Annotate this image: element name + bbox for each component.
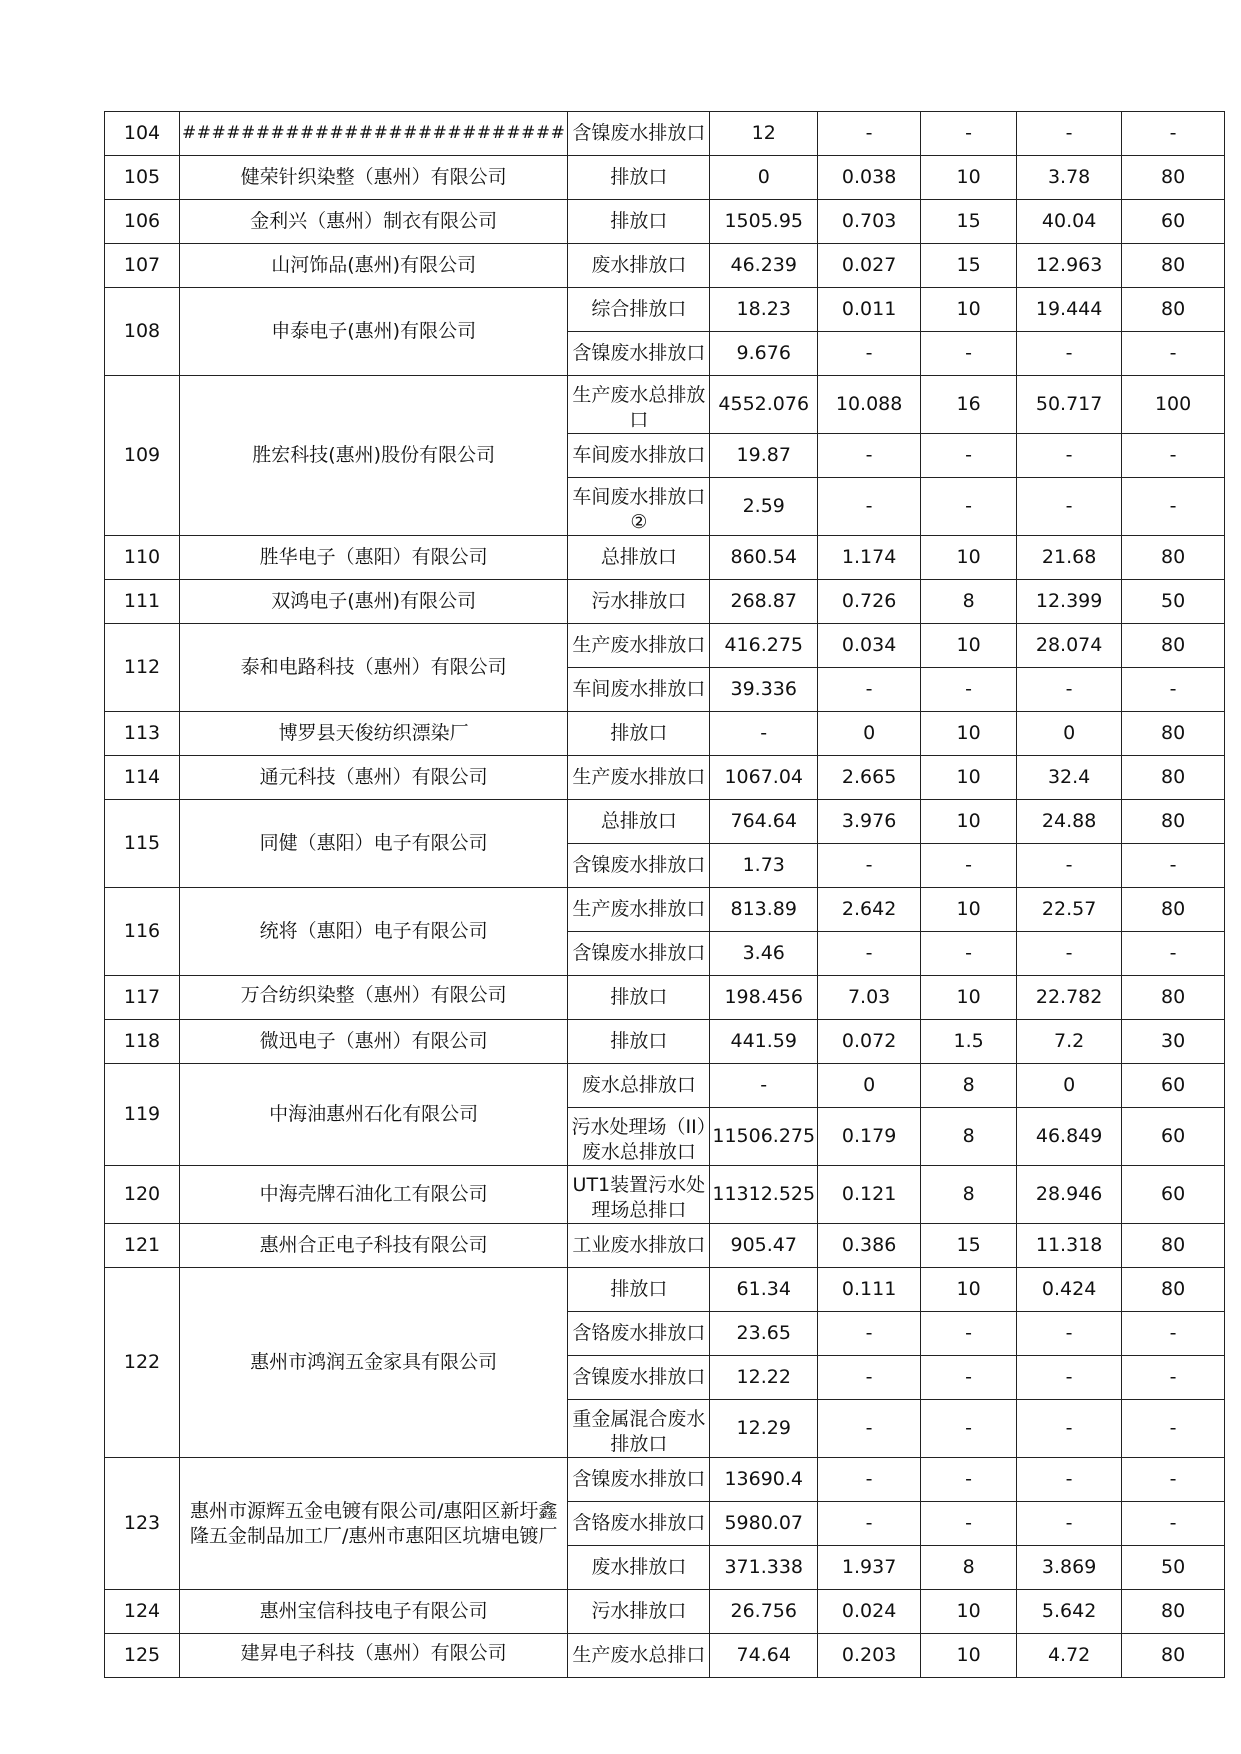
- outlet-name: 含镍废水排放口: [568, 1356, 710, 1400]
- value-cell: 12: [710, 112, 818, 156]
- value-cell: 0: [1017, 712, 1122, 756]
- table-row: [105, 376, 1225, 434]
- value-cell: 80: [1122, 288, 1225, 332]
- row-number: 106: [105, 200, 180, 244]
- value-cell: 60: [1122, 1064, 1225, 1108]
- value-cell: 7.2: [1017, 1020, 1122, 1064]
- value-cell: 12.399: [1017, 580, 1122, 624]
- row-number: 108: [105, 288, 180, 376]
- outlet-name: 排放口: [568, 156, 710, 200]
- value-cell: 26.756: [710, 1590, 818, 1634]
- value-cell: -: [1017, 332, 1122, 376]
- row-number: 119: [105, 1064, 180, 1166]
- value-cell: 4552.076: [710, 376, 818, 434]
- value-cell: 0.121: [818, 1166, 921, 1224]
- value-cell: 4.72: [1017, 1634, 1122, 1678]
- value-cell: -: [1122, 332, 1225, 376]
- value-cell: -: [1017, 844, 1122, 888]
- value-cell: -: [1017, 1356, 1122, 1400]
- value-cell: 12.963: [1017, 244, 1122, 288]
- outlet-name: 废水排放口: [568, 1546, 710, 1590]
- company-name: 泰和电路科技（惠州）有限公司: [180, 624, 568, 712]
- value-cell: 11.318: [1017, 1224, 1122, 1268]
- value-cell: 15: [921, 244, 1017, 288]
- value-cell: -: [1122, 1312, 1225, 1356]
- value-cell: -: [818, 1502, 921, 1546]
- row-number: 107: [105, 244, 180, 288]
- row-number: 123: [105, 1458, 180, 1590]
- value-cell: -: [1017, 1400, 1122, 1458]
- row-number: 105: [105, 156, 180, 200]
- value-cell: 10: [921, 288, 1017, 332]
- company-name: 微迅电子（惠州）有限公司: [180, 1020, 568, 1064]
- value-cell: 60: [1122, 200, 1225, 244]
- company-name: 统将（惠阳）电子有限公司: [180, 888, 568, 976]
- value-cell: -: [818, 1356, 921, 1400]
- company-name: 双鸿电子(惠州)有限公司: [180, 580, 568, 624]
- company-name: 建昇电子科技（惠州）有限公司: [180, 1634, 568, 1678]
- outlet-name: 含镍废水排放口: [568, 844, 710, 888]
- value-cell: -: [921, 844, 1017, 888]
- outlet-name: 废水总排放口: [568, 1064, 710, 1108]
- table-row: [105, 244, 1225, 288]
- value-cell: -: [710, 712, 818, 756]
- value-cell: 0.011: [818, 288, 921, 332]
- row-number: 116: [105, 888, 180, 976]
- company-name: 胜宏科技(惠州)股份有限公司: [180, 376, 568, 536]
- value-cell: 28.074: [1017, 624, 1122, 668]
- outlet-name: 含铬废水排放口: [568, 1312, 710, 1356]
- company-name: 通元科技（惠州）有限公司: [180, 756, 568, 800]
- value-cell: 441.59: [710, 1020, 818, 1064]
- value-cell: -: [921, 332, 1017, 376]
- value-cell: -: [921, 478, 1017, 536]
- outlet-name: 含镍废水排放口: [568, 932, 710, 976]
- table-row: [105, 1224, 1225, 1268]
- value-cell: 80: [1122, 156, 1225, 200]
- company-name: 惠州合正电子科技有限公司: [180, 1224, 568, 1268]
- value-cell: 8: [921, 1166, 1017, 1224]
- value-cell: -: [921, 1356, 1017, 1400]
- value-cell: 30: [1122, 1020, 1225, 1064]
- outlet-name: 污水排放口: [568, 580, 710, 624]
- outlet-name: 生产废水总排放口: [568, 376, 710, 434]
- outlet-name: 含镍废水排放口: [568, 112, 710, 156]
- table-row: [105, 288, 1225, 332]
- outlet-name: 排放口: [568, 1268, 710, 1312]
- outlet-name: 工业废水排放口: [568, 1224, 710, 1268]
- value-cell: 10: [921, 756, 1017, 800]
- company-name: 胜华电子（惠阳）有限公司: [180, 536, 568, 580]
- value-cell: 905.47: [710, 1224, 818, 1268]
- value-cell: 11506.275: [710, 1108, 818, 1166]
- value-cell: 46.239: [710, 244, 818, 288]
- value-cell: 80: [1122, 1590, 1225, 1634]
- value-cell: -: [1017, 112, 1122, 156]
- value-cell: 7.03: [818, 976, 921, 1020]
- table-row: [105, 580, 1225, 624]
- outlet-name: 排放口: [568, 976, 710, 1020]
- row-number: 112: [105, 624, 180, 712]
- value-cell: 0.034: [818, 624, 921, 668]
- value-cell: 764.64: [710, 800, 818, 844]
- value-cell: 860.54: [710, 536, 818, 580]
- value-cell: 39.336: [710, 668, 818, 712]
- outlet-name: 生产废水排放口: [568, 624, 710, 668]
- value-cell: 3.976: [818, 800, 921, 844]
- outlet-name: 含镍废水排放口: [568, 332, 710, 376]
- value-cell: 1505.95: [710, 200, 818, 244]
- value-cell: 3.869: [1017, 1546, 1122, 1590]
- table-row: [105, 1064, 1225, 1108]
- value-cell: 0.386: [818, 1224, 921, 1268]
- value-cell: 2.59: [710, 478, 818, 536]
- value-cell: -: [1017, 668, 1122, 712]
- value-cell: 0.203: [818, 1634, 921, 1678]
- value-cell: 50: [1122, 1546, 1225, 1590]
- table-row: [105, 800, 1225, 844]
- value-cell: 19.444: [1017, 288, 1122, 332]
- value-cell: 80: [1122, 536, 1225, 580]
- value-cell: 0.027: [818, 244, 921, 288]
- value-cell: 0.024: [818, 1590, 921, 1634]
- outlet-name: 车间废水排放口②: [568, 478, 710, 536]
- table-row: [105, 200, 1225, 244]
- value-cell: 46.849: [1017, 1108, 1122, 1166]
- value-cell: -: [1122, 1458, 1225, 1502]
- table-row: [105, 1590, 1225, 1634]
- table-row: [105, 1268, 1225, 1312]
- table-row: [105, 976, 1225, 1020]
- value-cell: 10: [921, 536, 1017, 580]
- value-cell: -: [1122, 668, 1225, 712]
- value-cell: -: [921, 1502, 1017, 1546]
- value-cell: 10: [921, 712, 1017, 756]
- row-number: 121: [105, 1224, 180, 1268]
- outlet-name: 生产废水排放口: [568, 888, 710, 932]
- value-cell: 10: [921, 156, 1017, 200]
- value-cell: 3.46: [710, 932, 818, 976]
- outlet-name: 排放口: [568, 1020, 710, 1064]
- value-cell: 22.57: [1017, 888, 1122, 932]
- value-cell: -: [921, 1458, 1017, 1502]
- row-number: 109: [105, 376, 180, 536]
- value-cell: 15: [921, 200, 1017, 244]
- row-number: 113: [105, 712, 180, 756]
- value-cell: 10: [921, 624, 1017, 668]
- value-cell: 9.676: [710, 332, 818, 376]
- value-cell: 416.275: [710, 624, 818, 668]
- value-cell: -: [818, 434, 921, 478]
- outlet-name: 含镍废水排放口: [568, 1458, 710, 1502]
- row-number: 114: [105, 756, 180, 800]
- outlet-name: 排放口: [568, 712, 710, 756]
- value-cell: -: [818, 932, 921, 976]
- value-cell: -: [818, 668, 921, 712]
- value-cell: -: [1017, 1458, 1122, 1502]
- value-cell: -: [1017, 1502, 1122, 1546]
- value-cell: -: [1122, 434, 1225, 478]
- value-cell: -: [818, 844, 921, 888]
- value-cell: 10: [921, 1634, 1017, 1678]
- table-row: [105, 756, 1225, 800]
- company-name: 惠州市源辉五金电镀有限公司/惠阳区新圩鑫隆五金制品加工厂/惠州市惠阳区坑塘电镀厂: [180, 1458, 568, 1590]
- outlet-name: 生产废水排放口: [568, 756, 710, 800]
- value-cell: 12.22: [710, 1356, 818, 1400]
- company-name: 同健（惠阳）电子有限公司: [180, 800, 568, 888]
- outlet-name: 总排放口: [568, 536, 710, 580]
- value-cell: 0.703: [818, 200, 921, 244]
- value-cell: 0: [818, 712, 921, 756]
- value-cell: 10: [921, 976, 1017, 1020]
- value-cell: 15: [921, 1224, 1017, 1268]
- value-cell: -: [1122, 112, 1225, 156]
- value-cell: 32.4: [1017, 756, 1122, 800]
- value-cell: -: [921, 1400, 1017, 1458]
- value-cell: 0.111: [818, 1268, 921, 1312]
- value-cell: 80: [1122, 244, 1225, 288]
- value-cell: 16: [921, 376, 1017, 434]
- value-cell: 80: [1122, 756, 1225, 800]
- value-cell: 8: [921, 1108, 1017, 1166]
- value-cell: -: [1122, 1502, 1225, 1546]
- outlet-name: 排放口: [568, 200, 710, 244]
- row-number: 111: [105, 580, 180, 624]
- value-cell: -: [818, 478, 921, 536]
- value-cell: 8: [921, 1546, 1017, 1590]
- emission-table: [104, 111, 1225, 1678]
- value-cell: 5980.07: [710, 1502, 818, 1546]
- row-number: 110: [105, 536, 180, 580]
- row-number: 115: [105, 800, 180, 888]
- value-cell: 10: [921, 1268, 1017, 1312]
- value-cell: 0.424: [1017, 1268, 1122, 1312]
- value-cell: 10: [921, 800, 1017, 844]
- company-name: ##########################: [180, 112, 568, 156]
- company-name: 申泰电子(惠州)有限公司: [180, 288, 568, 376]
- value-cell: -: [818, 112, 921, 156]
- company-name: 惠州宝信科技电子有限公司: [180, 1590, 568, 1634]
- row-number: 104: [105, 112, 180, 156]
- value-cell: 24.88: [1017, 800, 1122, 844]
- value-cell: 10: [921, 888, 1017, 932]
- value-cell: -: [1122, 932, 1225, 976]
- row-number: 118: [105, 1020, 180, 1064]
- value-cell: 60: [1122, 1166, 1225, 1224]
- outlet-name: 综合排放口: [568, 288, 710, 332]
- value-cell: -: [1122, 1356, 1225, 1400]
- value-cell: -: [1017, 1312, 1122, 1356]
- value-cell: -: [818, 1312, 921, 1356]
- value-cell: 50.717: [1017, 376, 1122, 434]
- table-row: [105, 156, 1225, 200]
- value-cell: -: [1122, 478, 1225, 536]
- table-row: [105, 888, 1225, 932]
- outlet-name: 总排放口: [568, 800, 710, 844]
- outlet-name: 废水排放口: [568, 244, 710, 288]
- value-cell: 80: [1122, 800, 1225, 844]
- value-cell: 23.65: [710, 1312, 818, 1356]
- outlet-name: 车间废水排放口: [568, 434, 710, 478]
- company-name: 中海油惠州石化有限公司: [180, 1064, 568, 1166]
- value-cell: 198.456: [710, 976, 818, 1020]
- value-cell: 0.726: [818, 580, 921, 624]
- value-cell: 3.78: [1017, 156, 1122, 200]
- outlet-name: 生产废水总排口: [568, 1634, 710, 1678]
- row-number: 117: [105, 976, 180, 1020]
- value-cell: -: [1122, 844, 1225, 888]
- table-row: [105, 112, 1225, 156]
- table-row: [105, 624, 1225, 668]
- table-row: [105, 1634, 1225, 1678]
- value-cell: 80: [1122, 1268, 1225, 1312]
- value-cell: 813.89: [710, 888, 818, 932]
- value-cell: 80: [1122, 976, 1225, 1020]
- value-cell: 8: [921, 580, 1017, 624]
- table-row: [105, 1166, 1225, 1224]
- value-cell: -: [818, 332, 921, 376]
- value-cell: -: [921, 434, 1017, 478]
- value-cell: 50: [1122, 580, 1225, 624]
- value-cell: 0: [710, 156, 818, 200]
- value-cell: -: [710, 1064, 818, 1108]
- table-row: [105, 536, 1225, 580]
- value-cell: -: [1017, 932, 1122, 976]
- outlet-name: 污水排放口: [568, 1590, 710, 1634]
- value-cell: 80: [1122, 1224, 1225, 1268]
- outlet-name: UT1装置污水处理场总排口: [568, 1166, 710, 1224]
- value-cell: 0.038: [818, 156, 921, 200]
- value-cell: 100: [1122, 376, 1225, 434]
- value-cell: -: [921, 668, 1017, 712]
- company-name: 金利兴（惠州）制衣有限公司: [180, 200, 568, 244]
- value-cell: 11312.525: [710, 1166, 818, 1224]
- value-cell: 0: [818, 1064, 921, 1108]
- value-cell: 40.04: [1017, 200, 1122, 244]
- value-cell: 1.937: [818, 1546, 921, 1590]
- company-name: 万合纺织染整（惠州）有限公司: [180, 976, 568, 1020]
- value-cell: 74.64: [710, 1634, 818, 1678]
- row-number: 122: [105, 1268, 180, 1458]
- value-cell: 1.73: [710, 844, 818, 888]
- value-cell: 10.088: [818, 376, 921, 434]
- value-cell: 80: [1122, 888, 1225, 932]
- value-cell: 18.23: [710, 288, 818, 332]
- value-cell: 1067.04: [710, 756, 818, 800]
- value-cell: 2.665: [818, 756, 921, 800]
- value-cell: 61.34: [710, 1268, 818, 1312]
- row-number: 125: [105, 1634, 180, 1678]
- outlet-name: 重金属混合废水排放口: [568, 1400, 710, 1458]
- value-cell: 0: [1017, 1064, 1122, 1108]
- value-cell: 1.174: [818, 536, 921, 580]
- value-cell: 10: [921, 1590, 1017, 1634]
- table-row: [105, 1458, 1225, 1502]
- value-cell: -: [818, 1400, 921, 1458]
- value-cell: -: [1122, 1400, 1225, 1458]
- value-cell: 60: [1122, 1108, 1225, 1166]
- value-cell: 22.782: [1017, 976, 1122, 1020]
- value-cell: -: [1017, 434, 1122, 478]
- value-cell: 13690.4: [710, 1458, 818, 1502]
- outlet-name: 车间废水排放口: [568, 668, 710, 712]
- value-cell: 80: [1122, 624, 1225, 668]
- company-name: 健荣针织染整（惠州）有限公司: [180, 156, 568, 200]
- value-cell: 80: [1122, 712, 1225, 756]
- value-cell: 371.338: [710, 1546, 818, 1590]
- value-cell: 28.946: [1017, 1166, 1122, 1224]
- value-cell: -: [818, 1458, 921, 1502]
- value-cell: -: [921, 932, 1017, 976]
- company-name: 惠州市鸿润五金家具有限公司: [180, 1268, 568, 1458]
- value-cell: 2.642: [818, 888, 921, 932]
- value-cell: 1.5: [921, 1020, 1017, 1064]
- outlet-name: 含铬废水排放口: [568, 1502, 710, 1546]
- value-cell: 12.29: [710, 1400, 818, 1458]
- table-row: [105, 712, 1225, 756]
- value-cell: 80: [1122, 1634, 1225, 1678]
- value-cell: -: [921, 112, 1017, 156]
- value-cell: 5.642: [1017, 1590, 1122, 1634]
- value-cell: 21.68: [1017, 536, 1122, 580]
- value-cell: -: [1017, 478, 1122, 536]
- value-cell: 0.179: [818, 1108, 921, 1166]
- row-number: 120: [105, 1166, 180, 1224]
- row-number: 124: [105, 1590, 180, 1634]
- value-cell: 0.072: [818, 1020, 921, 1064]
- table-row: [105, 1020, 1225, 1064]
- outlet-name: 污水处理场（II）废水总排放口: [568, 1108, 710, 1166]
- value-cell: 19.87: [710, 434, 818, 478]
- company-name: 山河饰品(惠州)有限公司: [180, 244, 568, 288]
- value-cell: -: [921, 1312, 1017, 1356]
- company-name: 中海壳牌石油化工有限公司: [180, 1166, 568, 1224]
- value-cell: 8: [921, 1064, 1017, 1108]
- company-name: 博罗县天俊纺织漂染厂: [180, 712, 568, 756]
- value-cell: 268.87: [710, 580, 818, 624]
